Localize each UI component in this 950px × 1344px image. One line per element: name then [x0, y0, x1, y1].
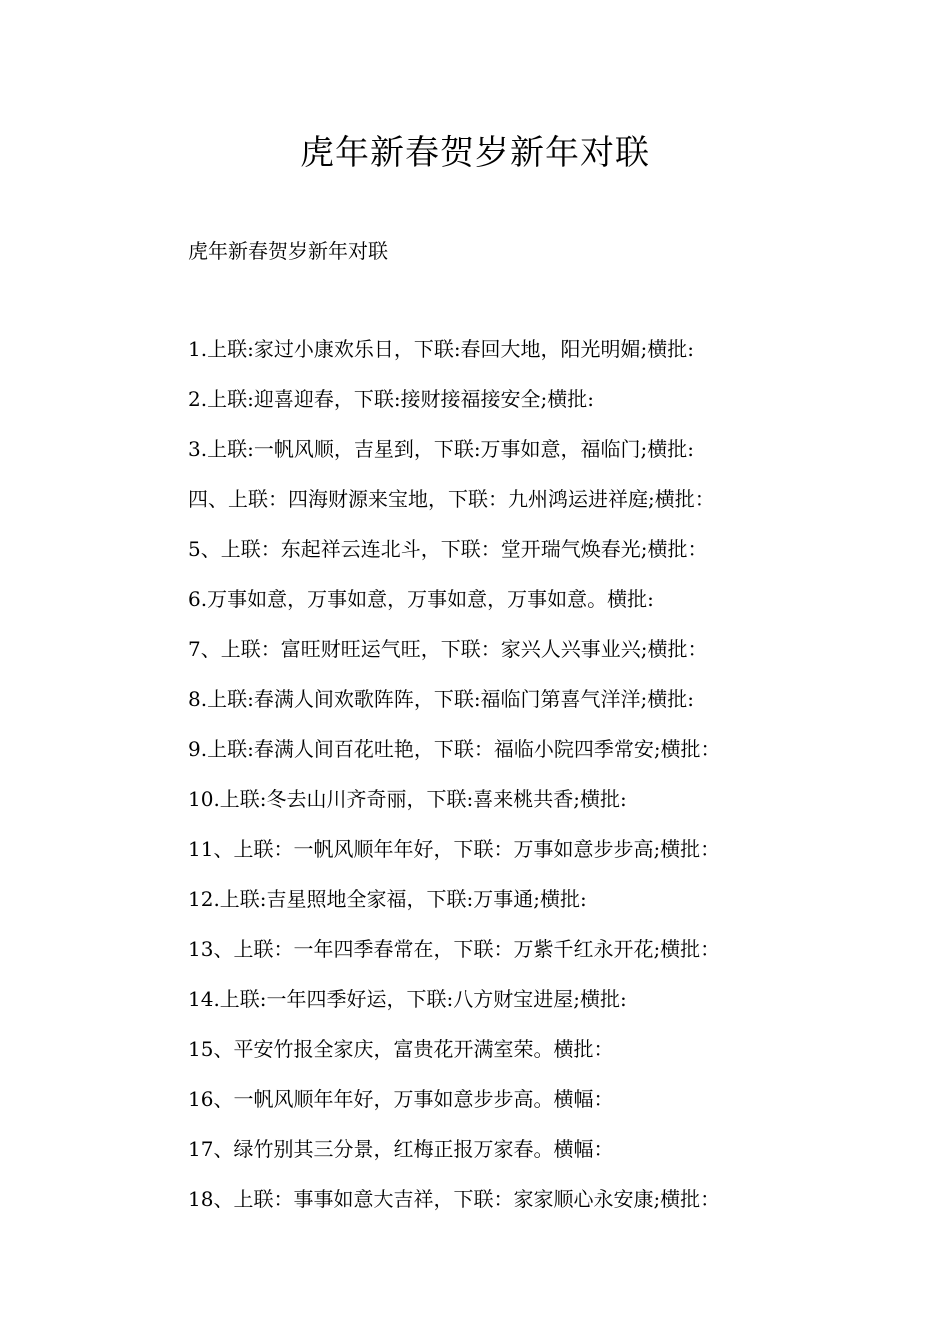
couplet-line: 11、上联：一帆风顺年年好，下联：万事如意步步高;横批：: [188, 837, 721, 861]
document-subtitle: 虎年新春贺岁新年对联: [188, 239, 388, 263]
couplet-line: 5、上联：东起祥云连北斗，下联：堂开瑞气焕春光;横批：: [188, 537, 708, 561]
couplet-line: 7、上联：富旺财旺运气旺，下联：家兴人兴事业兴;横批：: [188, 637, 708, 661]
couplet-line: 6.万事如意，万事如意，万事如意，万事如意。横批:: [188, 587, 654, 611]
couplet-line: 13、上联：一年四季春常在，下联：万紫千红永开花;横批：: [188, 937, 721, 961]
couplet-line: 3.上联:一帆风顺，吉星到，下联:万事如意，福临门;横批:: [188, 437, 695, 461]
couplet-line: 15、平安竹报全家庆，富贵花开满室荣。横批：: [188, 1037, 614, 1061]
couplet-line: 10.上联:冬去山川齐奇丽，下联:喜来桃共香;横批:: [188, 787, 627, 811]
couplet-line: 12.上联:吉星照地全家福，下联:万事通;横批:: [188, 887, 587, 911]
couplet-line: 2.上联:迎喜迎春，下联:接财接福接安全;横批:: [188, 387, 595, 411]
couplet-line: 9.上联:春满人间百花吐艳，下联：福临小院四季常安;横批：: [188, 737, 721, 761]
couplet-line: 18、上联：事事如意大吉祥，下联：家家顺心永安康;横批：: [188, 1187, 721, 1211]
couplet-line: 16、一帆风顺年年好，万事如意步步高。横幅：: [188, 1087, 614, 1111]
couplet-line: 四、上联：四海财源来宝地，下联：九州鸿运进祥庭;横批：: [188, 487, 715, 511]
document-title: 虎年新春贺岁新年对联: [300, 133, 650, 173]
couplet-list: [188, 334, 908, 1234]
couplet-line: 1.上联:家过小康欢乐日，下联:春回大地，阳光明媚;横批:: [188, 337, 695, 361]
couplet-line: 8.上联:春满人间欢歌阵阵，下联:福临门第喜气洋洋;横批:: [188, 687, 695, 711]
couplet-line: 14.上联:一年四季好运，下联:八方财宝进屋;横批:: [188, 987, 627, 1011]
couplet-line: 17、绿竹别其三分景，红梅正报万家春。横幅：: [188, 1137, 614, 1161]
